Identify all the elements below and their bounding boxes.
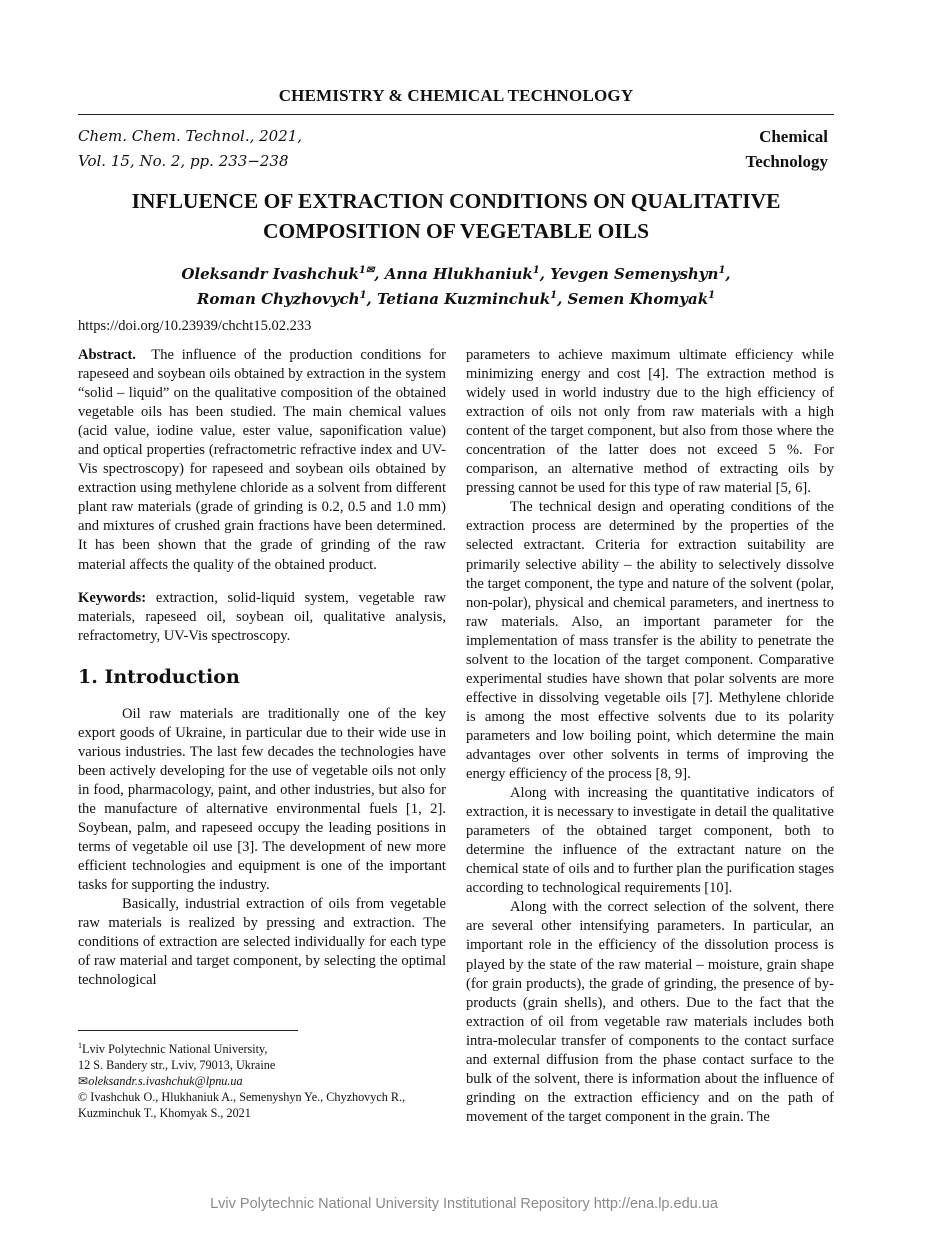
- title-line-1: INFLUENCE OF EXTRACTION CONDITIONS ON QUALITATIVE: [131, 189, 781, 213]
- section-line-1: Chemical: [759, 127, 828, 146]
- intro-paragraph: Along with increasing the quantitative indicators of extraction, it is necessary to investigate in detail the qualitative parameters of the obtained target component, both to determine the influence of the extractant nature on the chemical state of oils and to further plan the purification stages according to technological requirements [10].: [466, 785, 834, 897]
- contact-email: [78, 1073, 446, 1089]
- mail-icon: ✉: [78, 1074, 89, 1089]
- author-affiliation-mark: 1: [358, 265, 366, 276]
- keywords-text: extraction, solid-liquid system, vegetable raw materials, rapeseed oil, soybean oil, qualitative analysis, refractometry, UV-Vis spectroscopy.: [78, 589, 447, 644]
- author-list: [78, 260, 834, 310]
- author-name[interactable]: Oleksandr Ivashchuk: [181, 265, 359, 283]
- intro-paragraph: Oil raw materials are traditionally one of the key export goods of Ukraine, in particular due to their wide use in various industries. The last few decades the technologies have been actively developing for the use of vegetable oils not only in food, pharmacology, paint, and other industries, but also for the manufacture of alternative environmental fuels [1, 2]. Soybean, palm, and rapeseed occupy the leading positions in terms of vegetable oil use [3]. The development of new more efficient technologies and equipment is one of the important tasks for supporting the industry.: [78, 705, 446, 894]
- intro-paragraph: parameters to achieve maximum ultimate efficiency while minimizing energy and cost [4]. The extraction method is widely used in world industry due to the high efficiency of extraction of oils not only from raw materials with a high content of the target component, but also from those where the concentration of the latter does not exceed 5 %. For comparison, an alternative method of extracting oils by pressing cannot be used for this type of raw material [5, 6].: [466, 347, 834, 497]
- author-name[interactable]: Yevgen Semenyshyn: [550, 265, 719, 283]
- citation-line-2: Vol. 15, No. 2, pp. 233−238: [78, 152, 289, 170]
- abstract-label: Abstract.: [78, 347, 136, 363]
- author-name[interactable]: Roman Chyzhovych: [196, 290, 360, 308]
- abstract: [78, 346, 446, 575]
- citation-line-1: Chem. Chem. Technol., 2021,: [78, 127, 303, 145]
- affiliation-address: 12 S. Bandery str., Lviv, 79013, Ukraine: [78, 1058, 276, 1073]
- mail-icon: ✉: [365, 265, 375, 276]
- author-name[interactable]: Tetiana Kuzminchuk: [376, 290, 551, 308]
- author-affiliation-mark: 1: [550, 290, 558, 301]
- affiliation-name: Lviv Polytechnic National University,: [82, 1042, 268, 1057]
- repository-footer[interactable]: Lviv Polytechnic National University Institutional Repository http://ena.lp.edu.ua: [210, 1196, 718, 1212]
- intro-paragraph: The technical design and operating conditions of the extraction process are determined by the properties of the selected extractant. Criteria for extraction suitability are primarily selective ability – the ability to selectively dissolve the target component, the type and nature of the solvent (polar, non-polar), physical and chemical parameters, and inertness to raw materials. Also, an important parameter for the implementation of mass transfer is the ability to penetrate the solvent to the location of the target component. Comparative experimental studies have shown that polar solvents are more effective in dissolving vegetable oils [7]. Methylene chloride is among the most effective solvents due to its polarity parameters and low boiling point, which determine the main advantages over other solvents in terms of improving the energy efficiency of the process [8, 9].: [466, 499, 834, 783]
- author-line-1: Oleksandr Ivashchuk$^{1✉}$, Anna Hlukhaniuk$^1$, Yevgen Semenyshyn$^1$,: [181, 265, 731, 283]
- author-affiliation-mark: 1: [532, 265, 540, 276]
- article-title: [78, 186, 834, 246]
- author-affiliation-mark: 1: [718, 265, 726, 276]
- journal-section: [745, 124, 828, 174]
- author-name[interactable]: Semen Khomyak: [567, 290, 709, 308]
- title-line-2: COMPOSITION OF VEGETABLE OILS: [262, 219, 650, 243]
- abstract-text: The influence of the production conditions for rapeseed and soybean oils obtained by extraction in the system “solid – liquid” on the qualitative composition of the obtained vegetable oils has been studied. The main chemical values (acid value, iodine value, ester value, saponification value) and optical properties (refractometric refractive index and UV-Vis spectroscopy) for rapeseed and soybean oils obtained by extraction using methylene chloride as a solvent from different plant raw materials (grade of grinding is 0.2, 0.5 and 1.0 mm) and mixtures of crushed grain fractions have been determined. It has been shown that the grade of grinding of the raw material affects the quality of the obtained product.: [78, 347, 446, 573]
- citation: [78, 124, 302, 174]
- keywords: [78, 589, 446, 646]
- author-affiliation-mark: 1: [359, 290, 367, 301]
- left-column: [78, 346, 446, 990]
- journal-name: CHEMISTRY & CHEMICAL TECHNOLOGY: [278, 86, 634, 105]
- email-link[interactable]: oleksandr.s.ivashchuk@lpnu.ua: [88, 1074, 243, 1089]
- author-line-2: Roman Chyzhovych$^1$, Tetiana Kuzminchuk$^1$, Semen Khomyak$^1$: [196, 290, 716, 308]
- intro-paragraph: Basically, industrial extraction of oils from vegetable raw materials is realized by pressing and extraction. The conditions of extraction are selected individually for each type of raw material and target component, by selecting the optimal technological: [78, 896, 446, 989]
- header-divider: [78, 114, 834, 115]
- copyright: © Ivashchuk O., Hlukhaniuk A., Semenyshyn Ye., Chyzhovych R., Kuzminchuk T., Khomyak S., 2021: [78, 1090, 406, 1121]
- doi-link[interactable]: https://doi.org/10.23939/chcht15.02.233: [78, 318, 312, 334]
- intro-paragraph: Along with the correct selection of the solvent, there are several other intensifying parameters. In particular, an important role in the efficiency of the dissolution process is played by the state of the raw material – moisture, grain shape (for grain products), the grade of grinding, the presence of by-products (grain shells), and others. Due to the fact that the extraction of oil from vegetable raw materials includes both intra-molecular transfer of components to the contact surface and external diffusion from the phase contact surface to the bulk of the solvent, there is information about the influence of grinding on the extraction efficiency and on the path of movement of the target component in the grain. The: [466, 899, 834, 1125]
- footnotes: [78, 1038, 446, 1121]
- section-line-2: Technology: [745, 152, 828, 171]
- right-column: [466, 346, 834, 1127]
- footnote-divider: [78, 1030, 298, 1031]
- author-affiliation-mark: 1: [708, 290, 716, 301]
- author-name[interactable]: Anna Hlukhaniuk: [384, 265, 533, 283]
- section-heading-introduction: 1. Introduction: [78, 665, 240, 688]
- affiliation-mark: 1: [78, 1041, 82, 1050]
- keywords-label: Keywords:: [78, 589, 147, 606]
- affiliation-line: [78, 1038, 446, 1057]
